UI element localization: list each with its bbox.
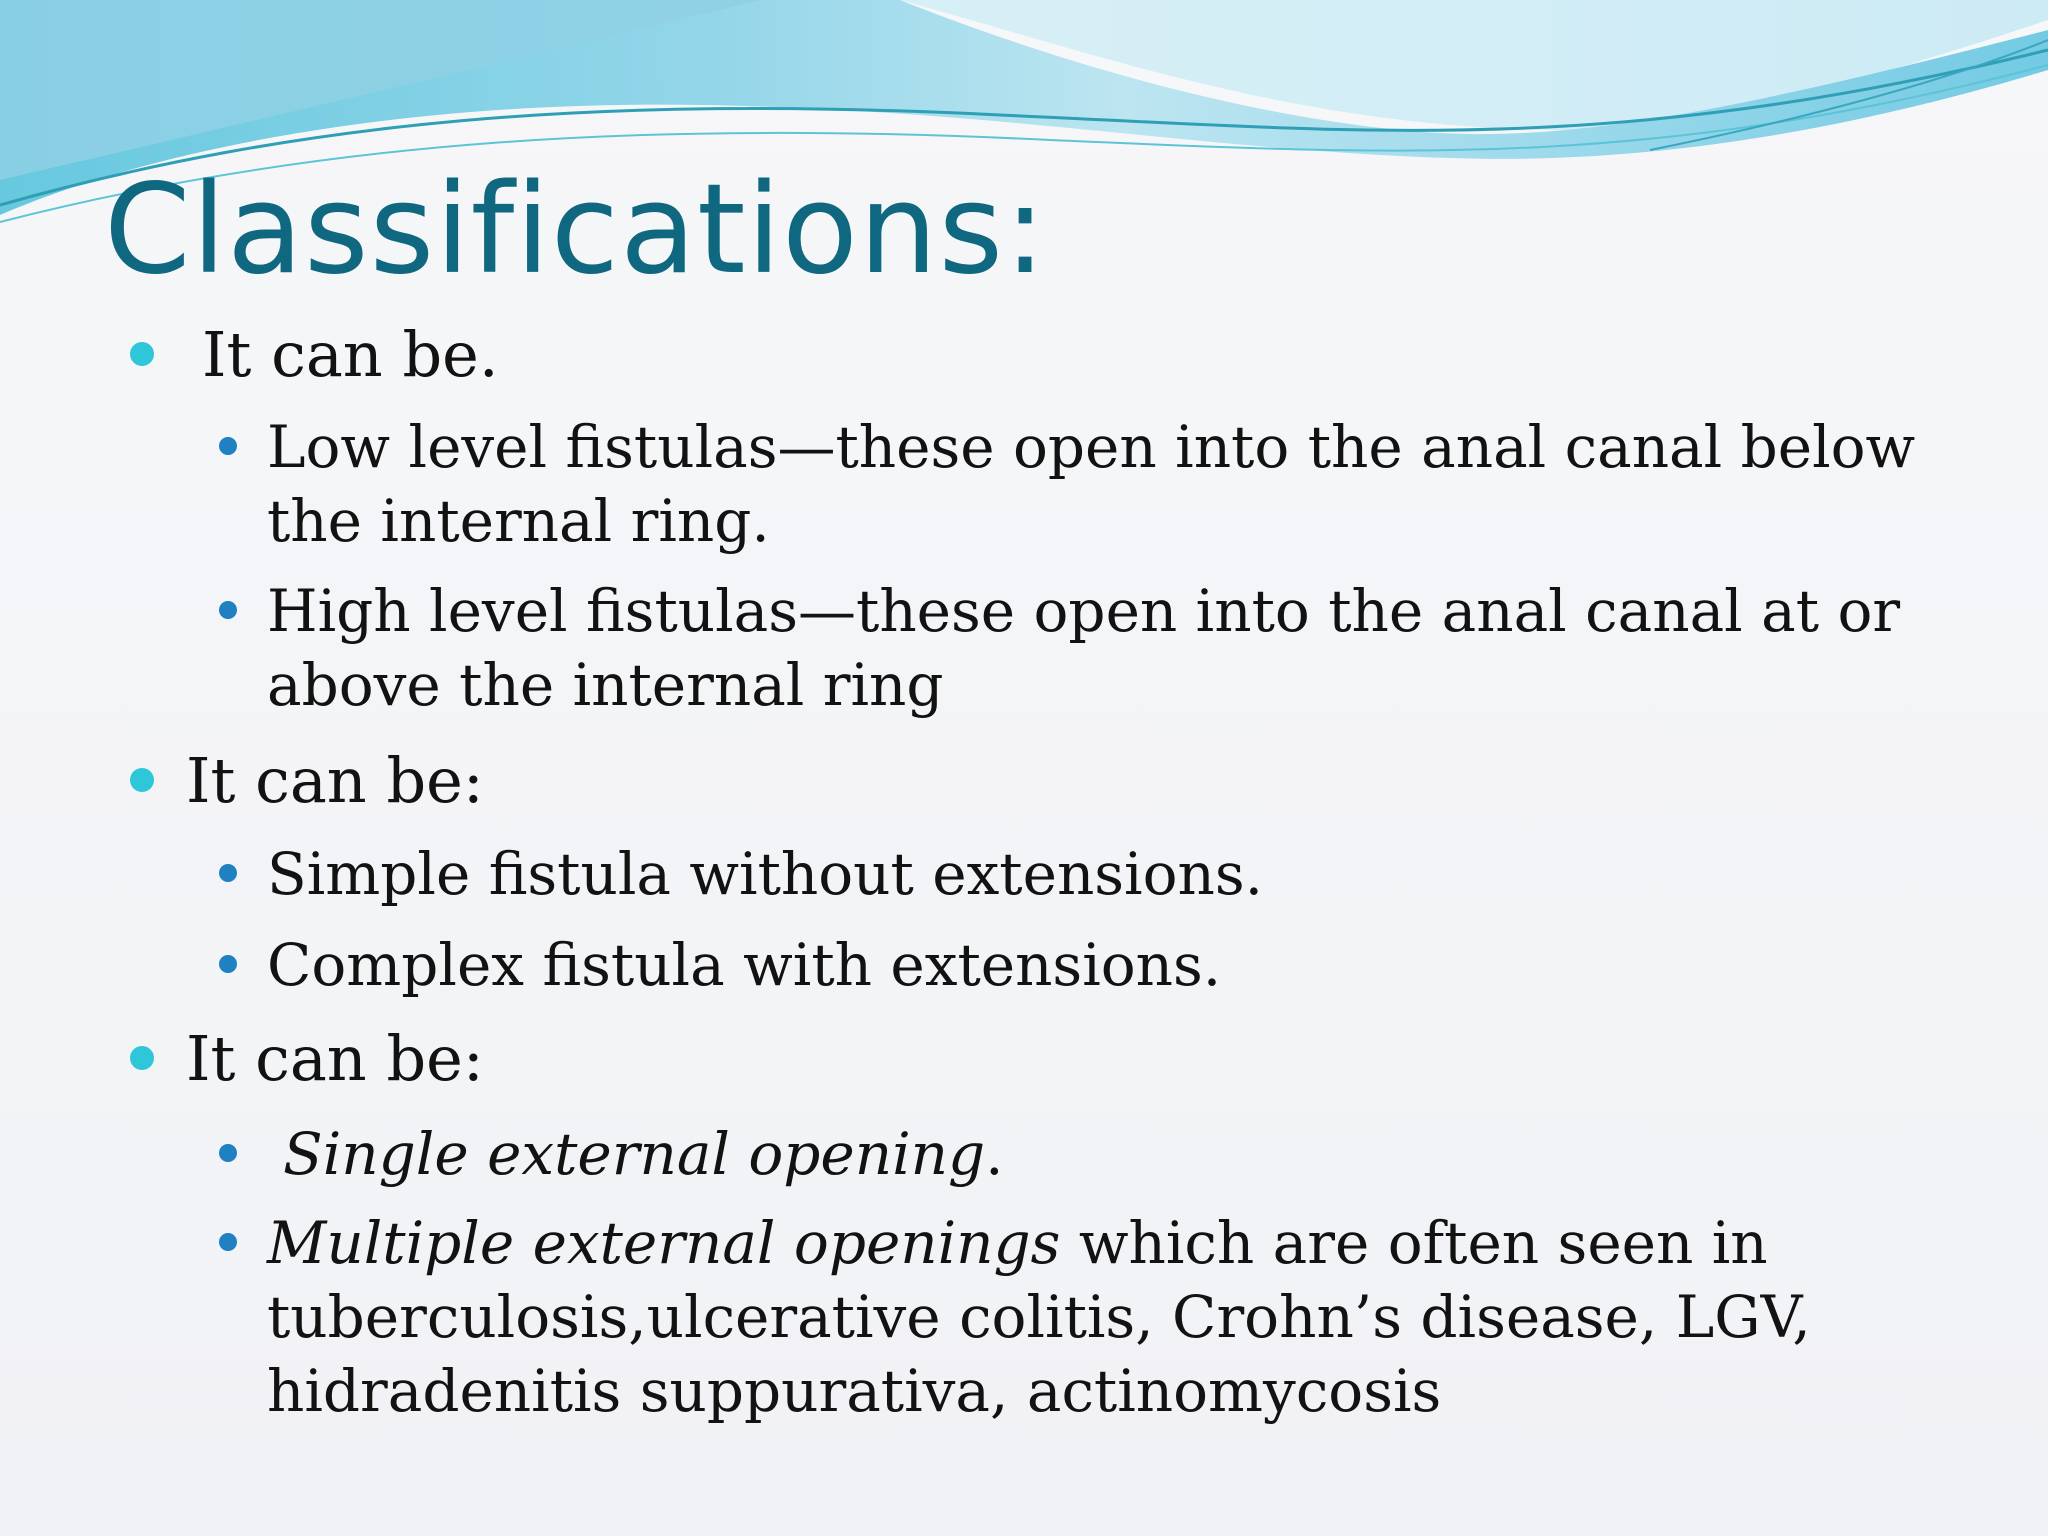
section-heading: It can be: xyxy=(186,1022,484,1095)
bullet-level1 xyxy=(130,342,154,366)
item-suffix: which are often seen in xyxy=(1060,1209,1768,1277)
bullet-level2 xyxy=(219,864,237,882)
bullet-level2 xyxy=(219,437,237,455)
slide-title: Classifications: xyxy=(104,158,1047,302)
section-heading: It can be: xyxy=(186,744,484,817)
list-item-line: High level fistulas—these open into the anal canal at or xyxy=(267,577,1901,645)
list-item-line xyxy=(267,1209,1768,1277)
list-item-line: Low level fistulas—these open into the anal canal below xyxy=(267,413,1916,481)
bullet-level1 xyxy=(130,1046,154,1070)
bullet-level2 xyxy=(219,1144,237,1162)
list-item-line: above the internal ring xyxy=(267,651,944,719)
section-heading: It can be. xyxy=(202,318,499,391)
bullet-level2 xyxy=(219,601,237,619)
list-item-line: Complex fistula with extensions. xyxy=(267,931,1222,999)
list-item-line xyxy=(283,1120,1004,1188)
list-item-line: the internal ring. xyxy=(267,487,770,555)
list-item-line: hidradenitis suppurativa, actinomycosis xyxy=(267,1357,1442,1425)
bullet-level2 xyxy=(219,955,237,973)
bullet-level2 xyxy=(219,1233,237,1251)
item-suffix: . xyxy=(985,1120,1004,1188)
list-item-line: Simple fistula without extensions. xyxy=(267,840,1264,908)
bullet-level1 xyxy=(130,768,154,792)
italic-term: Single external opening xyxy=(283,1120,986,1188)
italic-term: Multiple external openings xyxy=(267,1209,1061,1277)
list-item-line: tuberculosis,ulcerative colitis, Crohn’s disease, LGV, xyxy=(267,1283,1811,1351)
